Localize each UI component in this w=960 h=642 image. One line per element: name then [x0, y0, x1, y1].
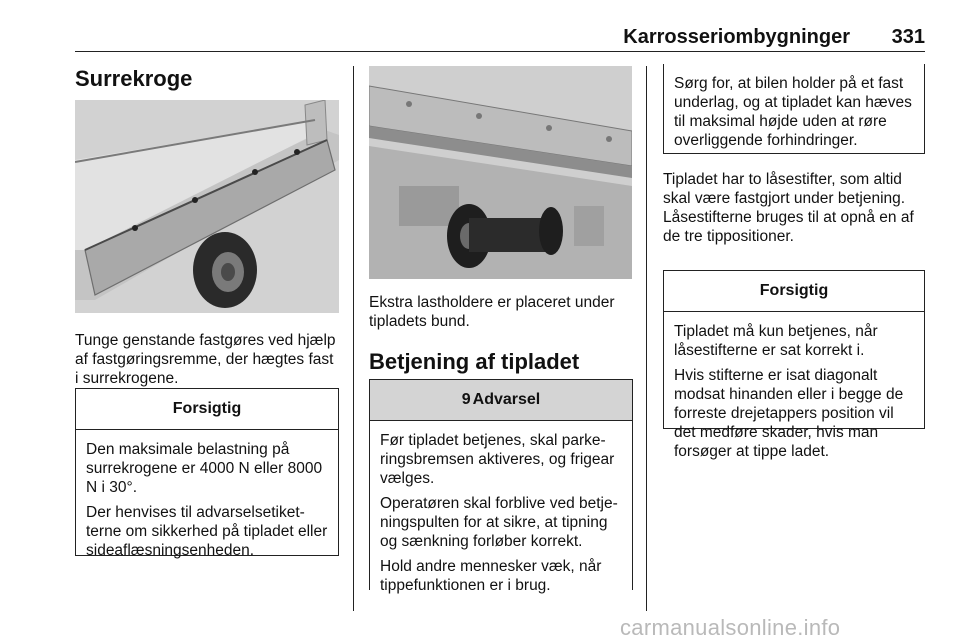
warning-heading: Advarsel	[472, 391, 541, 408]
section-title-lashing-hooks: Surrekroge	[75, 66, 193, 91]
warning-body	[370, 421, 632, 605]
caution-paragraph: Tipladet må kun betjenes, når låsestifterne er sat korrekt i.	[674, 323, 878, 359]
caution-paragraph: Der henvises til advarselsetiket-terne om sikkerhed på tipladet eller sideaflæsningsenheden.	[86, 504, 328, 559]
warning-box-continued	[663, 64, 925, 154]
warning-continued-text: Sørg for, at bilen holder på et fast underlag, og at tipladet kan hæves til maksimal højde uden at røre overliggende forhindringer.	[674, 75, 912, 149]
header-rule	[75, 51, 925, 52]
lashing-hooks-text: Tunge genstande fastgøres ved hjælp af fastgøringsremme, der hægtes fast i surrekrogene.	[75, 332, 336, 387]
caution-body	[664, 312, 924, 471]
warning-triangle-icon: 9	[461, 391, 471, 408]
lashing-hooks-figure	[75, 100, 339, 313]
warning-heading-bar	[370, 380, 632, 421]
locking-pins-text: Tipladet har to låsestifter, som altid skal være fastgjort under betjening. Låsestifterne bruges til at opnå en af de tre tippositioner.	[663, 171, 914, 245]
caution-body	[76, 430, 338, 570]
warning-paragraph: Operatøren skal forblive ved betje-ningspulten for at sikre, at tipning og sænkning forløber korrekt.	[380, 495, 618, 550]
column-divider-right	[646, 66, 647, 611]
watermark: carmanualsonline.info	[620, 615, 841, 640]
warning-paragraph: Før tipladet betjenes, skal parke-ringsbremsen aktiveres, og frigear vælges.	[380, 432, 615, 487]
caution-box-locking-pins	[663, 270, 925, 460]
tipper-underside-load-holder-illustration	[369, 66, 632, 279]
caution-paragraph: Den maksimale belastning på surrekrogene er 4000 N eller 8000 N i 30°.	[86, 441, 323, 496]
caution-box-lashing	[75, 388, 339, 559]
warning-paragraph: Hold andre mennesker væk, når tippefunktionen er i brug.	[380, 558, 602, 594]
section-title-tipper-operation: Betjening af tipladet	[369, 349, 580, 374]
warning-box	[369, 379, 633, 594]
truck-platform-lashing-hooks-illustration	[75, 100, 339, 313]
tipper-underside-figure	[369, 66, 632, 279]
running-header-title: Karrosseriombygninger	[623, 26, 850, 48]
caution-paragraph: Hvis stifterne er isat diagonalt modsat hinanden eller i begge de forreste drejetappers position vil det medføre skader, hvis man forsøger at tippe ladet.	[674, 367, 904, 460]
load-holder-caption: Ekstra lastholdere er placeret under tipladets bund.	[369, 294, 615, 330]
caution-heading: Forsigtig	[664, 271, 924, 312]
caution-heading: Forsigtig	[76, 389, 338, 430]
column-divider-left	[353, 66, 354, 611]
page-number: 331	[891, 26, 925, 48]
